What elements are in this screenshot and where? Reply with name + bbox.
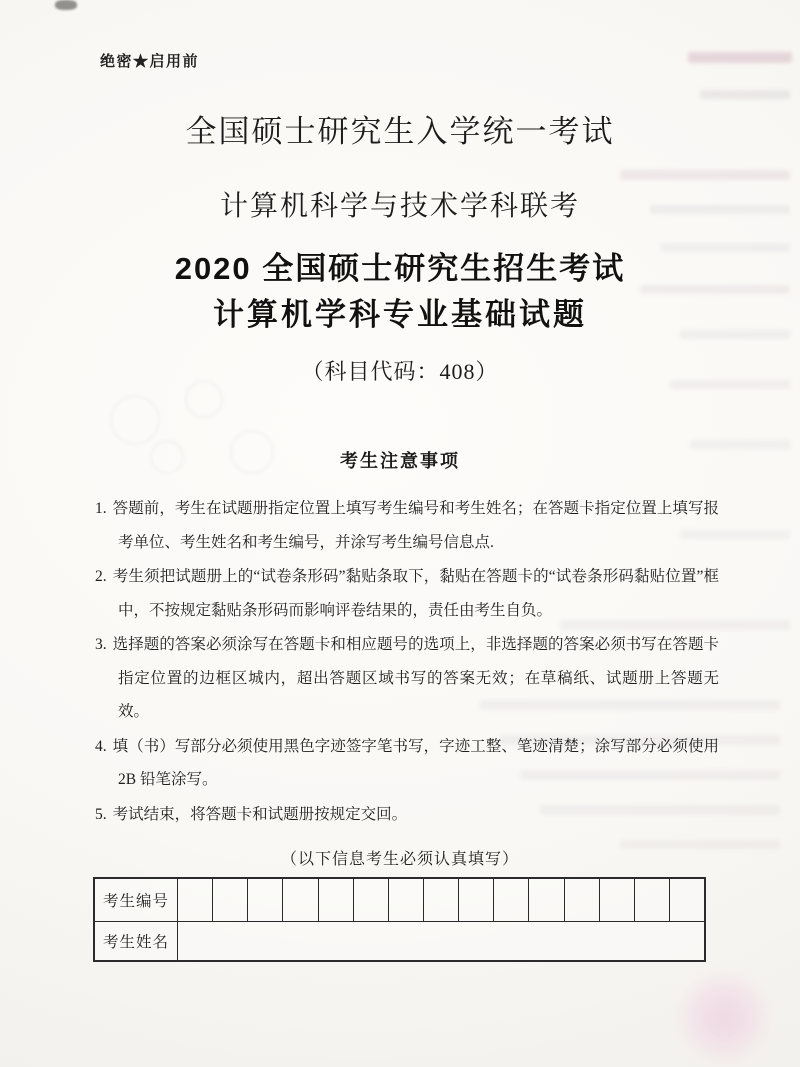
candidate-id-digit-cell[interactable]: [354, 879, 389, 921]
notice-item-4: [95, 730, 719, 797]
notice-item-number: 4.: [95, 737, 107, 755]
exam-title-line4: 计算机学科专业基础试题: [213, 297, 587, 332]
candidate-id-digit-cell[interactable]: [600, 879, 635, 921]
candidate-id-digit-cell[interactable]: [248, 879, 283, 921]
notice-item-text: 考试结束，将答题卡和试题册按规定交回。: [112, 805, 408, 823]
fill-instruction-note: （以下信息考生必须认真填写）: [280, 851, 519, 868]
bleedthrough-text: [688, 52, 792, 63]
notice-item-number: 1.: [95, 500, 107, 517]
bleedthrough-text: [620, 170, 790, 180]
candidate-id-digit-cell[interactable]: [213, 879, 248, 921]
subject-code: （科目代码：408）: [301, 359, 499, 384]
notice-item-text: 考生须把试题册上的“试卷条形码”黏贴条取下，黏贴在答题卡的“试卷条形码黏贴位置”框中，不按规定黏贴条形码而影响评卷结果的，责任由考生自负。: [112, 568, 719, 619]
notice-section-title: 考生注意事项: [340, 451, 460, 471]
notice-item-5: [95, 798, 719, 832]
candidate-id-digit-cell[interactable]: [670, 879, 704, 921]
candidate-id-digit-cell[interactable]: [283, 879, 318, 921]
notice-item-number: 5.: [95, 805, 107, 823]
candidate-name-row: [95, 922, 704, 960]
candidate-id-digit-cell[interactable]: [635, 879, 670, 921]
notice-item-3: [95, 628, 719, 729]
candidate-info-table: [93, 877, 706, 962]
watermark-circle: [110, 395, 160, 445]
candidate-id-digit-cell[interactable]: [459, 879, 494, 921]
bleedthrough-text: [700, 90, 790, 99]
candidate-id-row: [95, 879, 704, 922]
candidate-id-digit-cell[interactable]: [494, 879, 529, 921]
exam-title-line3: 2020 全国硕士研究生招生考试: [174, 251, 626, 286]
notice-item-1: [95, 492, 719, 559]
candidate-id-digit-cell[interactable]: [389, 879, 424, 921]
exam-title-line2: 计算机科学与技术学科联考: [219, 191, 580, 222]
candidate-id-label: 考生编号: [95, 879, 178, 921]
candidate-name-input-cell[interactable]: [178, 922, 704, 960]
notice-item-number: 2.: [95, 568, 107, 585]
notice-item-text: 填（书）写部分必须使用黑色字迹签字笔书写，字迹工整、笔迹清楚；涂写部分必须使用 2B 铅笔涂写。: [112, 737, 719, 788]
candidate-id-digit-cell[interactable]: [529, 879, 564, 921]
scan-speck: [55, 0, 77, 10]
candidate-id-digit-cell[interactable]: [319, 879, 354, 921]
notice-item-number: 3.: [95, 636, 107, 653]
notice-item-2: [95, 560, 719, 627]
candidate-id-digit-cell[interactable]: [424, 879, 459, 921]
security-classification-label: 绝密★启用前: [100, 53, 200, 70]
notice-list: [95, 492, 719, 832]
candidate-id-digit-cell[interactable]: [565, 879, 600, 921]
candidate-name-label: 考生姓名: [95, 922, 178, 960]
exam-title-line1: 全国硕士研究生入学统一考试: [185, 114, 615, 149]
pink-stamp-smudge: [678, 975, 770, 1060]
notice-item-text: 选择题的答案必须涂写在答题卡和相应题号的选项上，非选择题的答案必须书写在答题卡指定位置的边框区城内，超出答题区域书写的答案无效；在草稿纸、试题册上答题无效。: [112, 636, 719, 720]
notice-item-text: 答题前，考生在试题册指定位置上填写考生编号和考生姓名；在答题卡指定位置上填写报考单位、考生姓名和考生编号，并涂写考生编号信息点.: [112, 500, 719, 551]
candidate-id-digit-cell[interactable]: [178, 879, 213, 921]
candidate-id-cells: [178, 879, 704, 921]
